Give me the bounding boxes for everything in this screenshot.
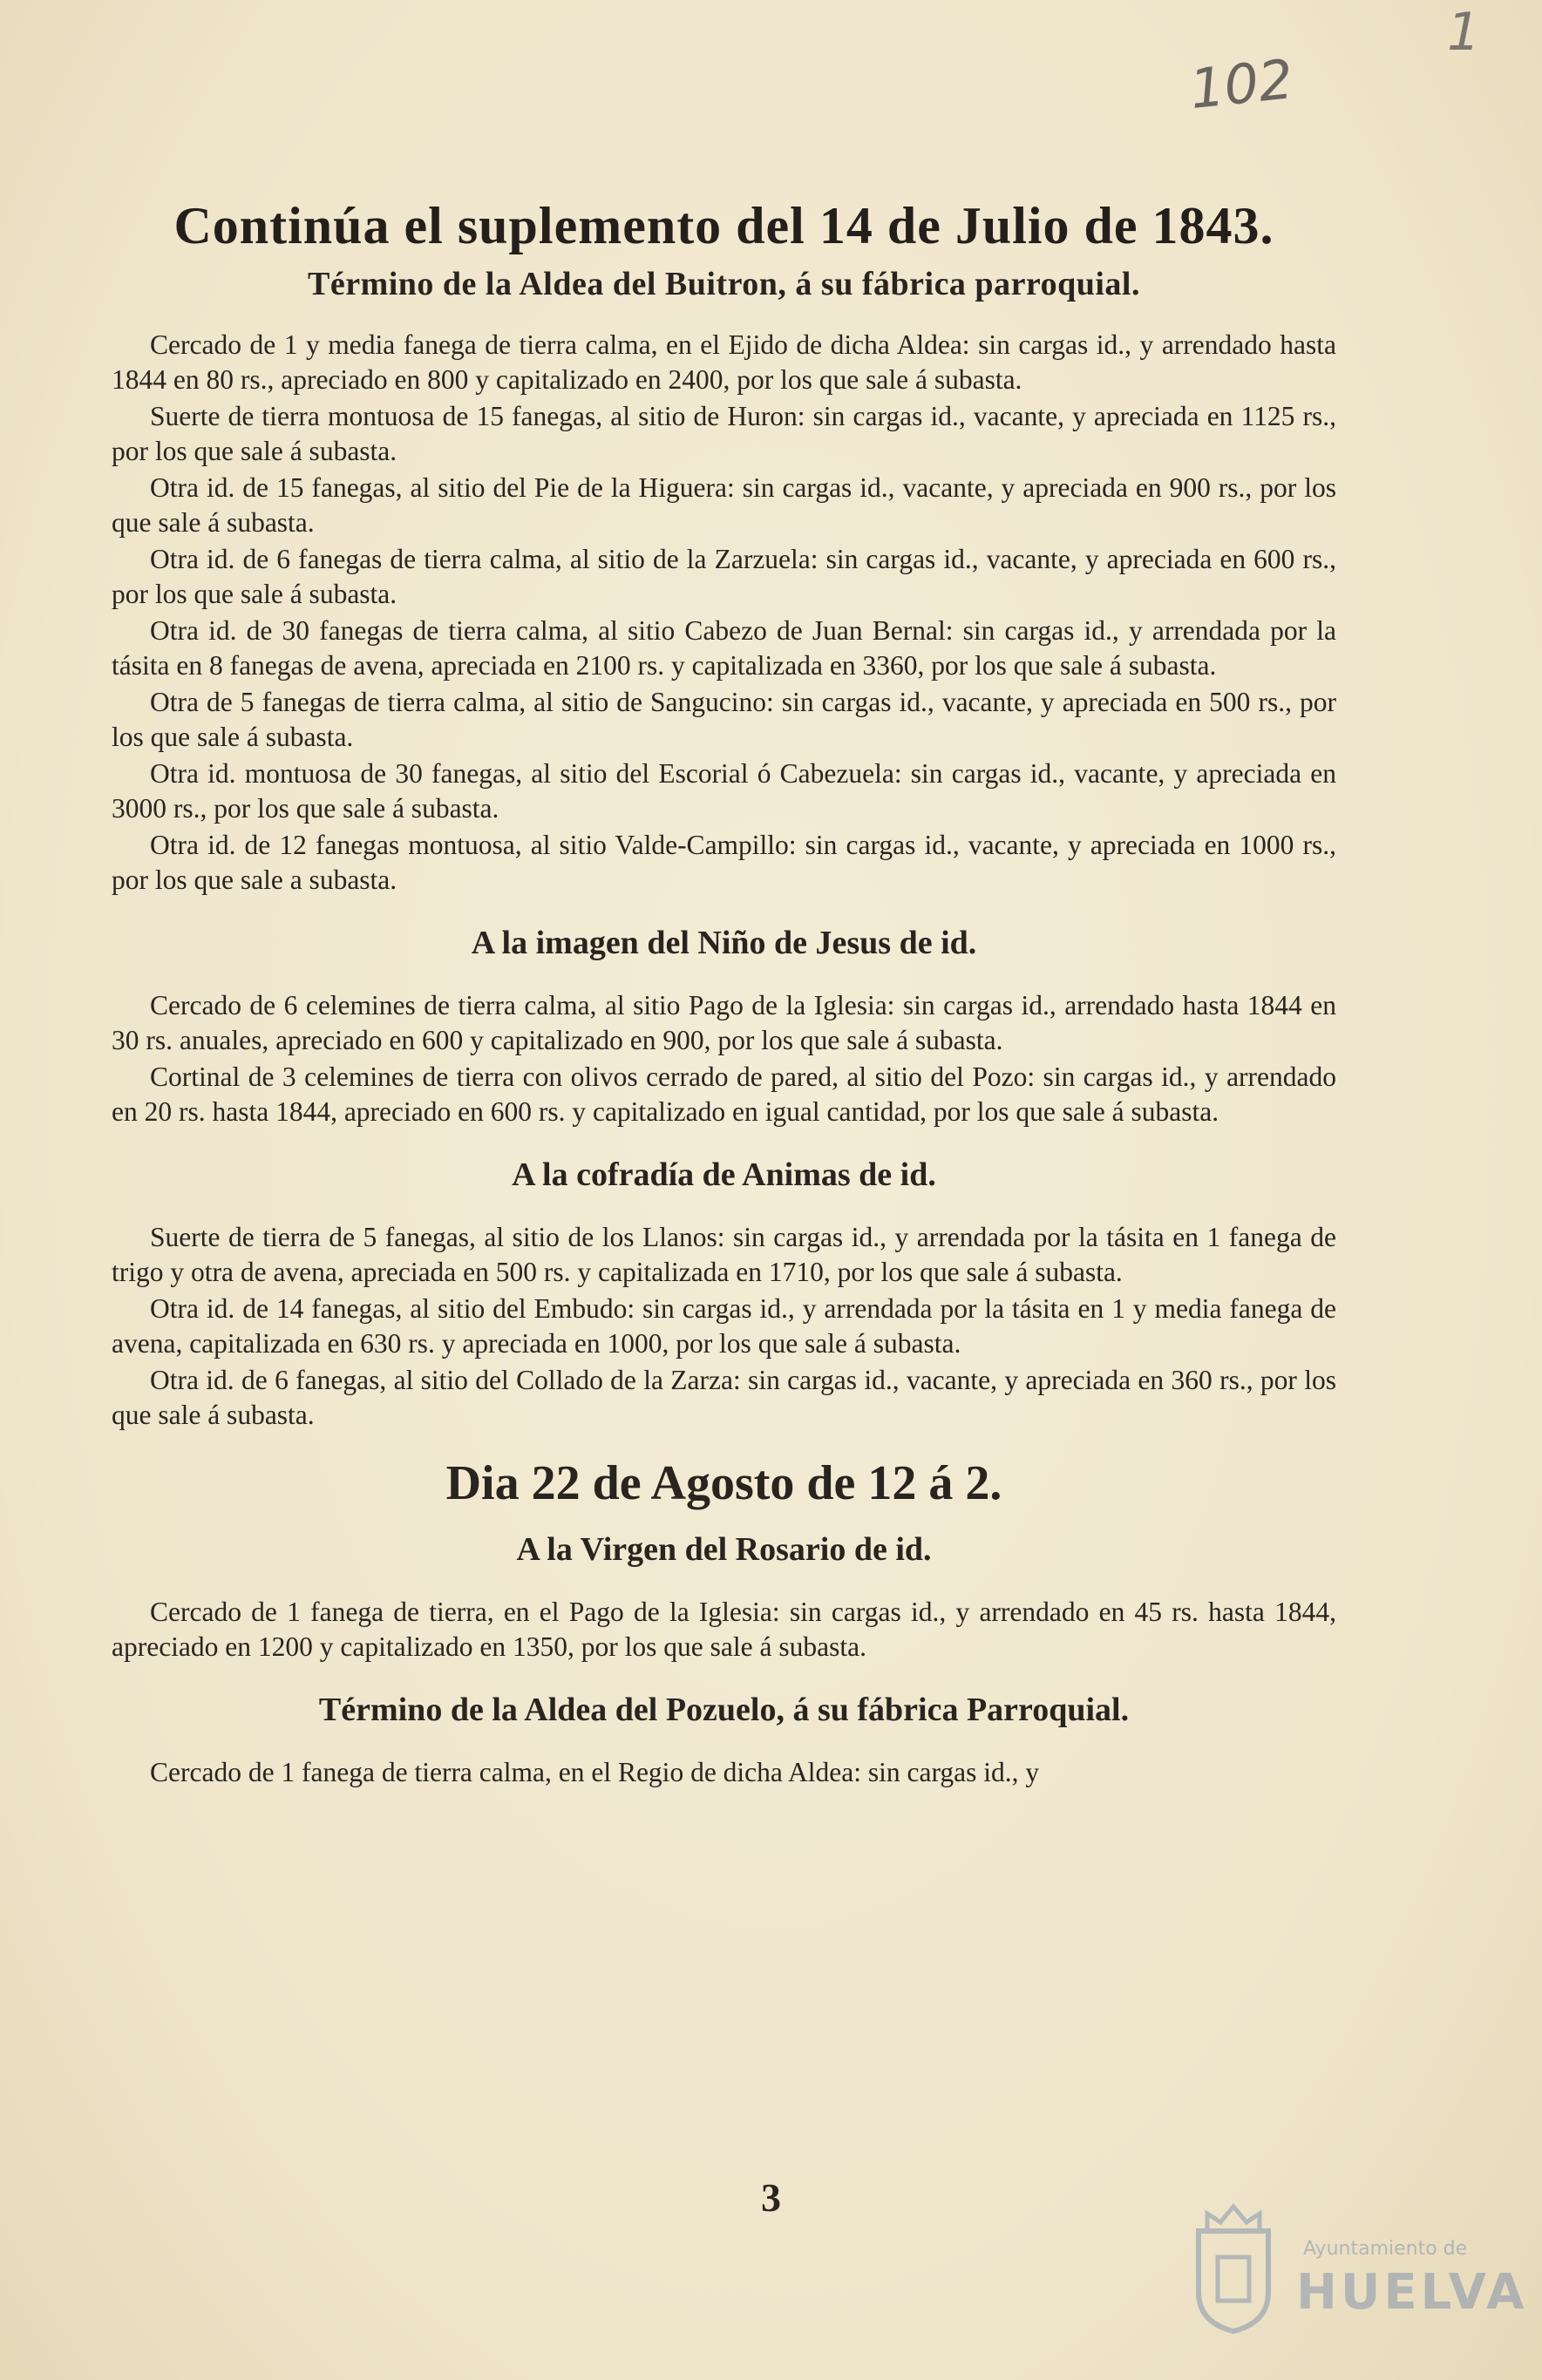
entry: Otra id. de 6 fanegas de tierra calma, al sitio de la Zarzuela: sin cargas id., vacante, y apreciada en 600 rs., por los que sale á subasta. (112, 544, 1336, 609)
section-heading-rosario: A la Virgen del Rosario de id. (516, 1531, 932, 1568)
date-heading: Dia 22 de Agosto de 12 á 2. (445, 1456, 1002, 1510)
page-title: Continúa el suplemento del 14 de Julio de 1843. (173, 197, 1274, 254)
watermark-top-text: Ayuntamiento de (1303, 2238, 1468, 2260)
entry: Cercado de 6 celemines de tierra calma, al sitio Pago de la Iglesia: sin cargas id., arrendado hasta 1844 en 30 rs. anuales, apreciado en 600 y capitalizado en 900, por los que sale á subasta. (112, 990, 1336, 1055)
entry: Cercado de 1 y media fanega de tierra calma, en el Ejido de dicha Aldea: sin cargas id., y arrendado hasta 1844 en 80 rs., apreciado en 800 y capitalizado en 2400, por los que sale á subasta. (112, 329, 1336, 395)
entry: Suerte de tierra montuosa de 15 fanegas, al sitio de Huron: sin cargas id., vacante, y apreciada en 1125 rs., por los que sale á subasta. (112, 401, 1336, 466)
entry: Otra id. de 14 fanegas, al sitio del Embudo: sin cargas id., y arrendada por la tásita en 1 y media fanega de avena, capitalizada en 630 rs. y apreciada en 1000, por los que sale á subasta. (112, 1293, 1336, 1359)
entry: Cercado de 1 fanega de tierra, en el Pago de la Iglesia: sin cargas id., y arrendado en 45 rs. hasta 1844, apreciado en 1200 y capitalizado en 1350, por los que sale á subasta. (112, 1597, 1336, 1662)
document-body (112, 196, 1336, 1792)
entry: Cercado de 1 fanega de tierra calma, en el Regio de dicha Aldea: sin cargas id., y (150, 1757, 1040, 1787)
entry: Otra id. de 30 fanegas de tierra calma, al sitio Cabezo de Juan Bernal: sin cargas id., y arrendada por la tásita en 8 fanegas de avena, apreciada en 2100 rs. y capitalizada en 3360, por los que sale á subasta. (112, 615, 1336, 681)
section-heading-buitron: Término de la Aldea del Buitron, á su fábrica parroquial. (307, 266, 1140, 302)
entry: Otra id. de 15 fanegas, al sitio del Pie de la Higuera: sin cargas id., vacante, y apreciada en 900 rs., por los que sale á subasta. (112, 472, 1336, 538)
entry: Suerte de tierra de 5 fanegas, al sitio de los Llanos: sin cargas id., y arrendada por la tásita en 1 fanega de trigo y otra de avena, apreciada en 500 rs. y capitalizada en 1710, por los que sale á subasta. (112, 1222, 1336, 1287)
entry: Otra de 5 fanegas de tierra calma, al sitio de Sangucino: sin cargas id., vacante, y apreciada en 500 rs., por los que sale á subasta. (112, 687, 1336, 752)
section-heading-animas: A la cofradía de Animas de id. (512, 1156, 936, 1193)
huelva-shield-icon (1181, 2196, 1286, 2336)
section-heading-pozuelo: Término de la Aldea del Pozuelo, á su fábrica Parroquial. (318, 1692, 1130, 1728)
entry: Otra id. de 6 fanegas, al sitio del Collado de la Zarza: sin cargas id., vacante, y apreciada en 360 rs., por los que sale á subasta. (112, 1365, 1336, 1430)
handwritten-folio-number: 102 (1186, 47, 1296, 121)
entry: Otra id. de 12 fanegas montuosa, al sitio Valde-Campillo: sin cargas id., vacante, y apreciada en 1000 rs., por los que sale a subasta. (112, 830, 1336, 895)
watermark-main-text: HUELVA (1296, 2264, 1528, 2321)
section-heading-nino-jesus: A la imagen del Niño de Jesus de id. (471, 925, 977, 961)
entry: Otra id. montuosa de 30 fanegas, al sitio del Escorial ó Cabezuela: sin cargas id., vacante, y apreciada en 3000 rs., por los que sale á subasta. (112, 758, 1336, 824)
watermark (1181, 2196, 1528, 2344)
entry: Cortinal de 3 celemines de tierra con olivos cerrado de pared, al sitio del Pozo: sin cargas id., y arrendado en 20 rs. hasta 1844, apreciado en 600 rs. y capitalizado en igual cantidad, por los que sale á subasta. (112, 1061, 1336, 1127)
page-number: 3 (761, 2175, 781, 2220)
handwritten-corner-mark: 1 (1447, 2, 1481, 63)
